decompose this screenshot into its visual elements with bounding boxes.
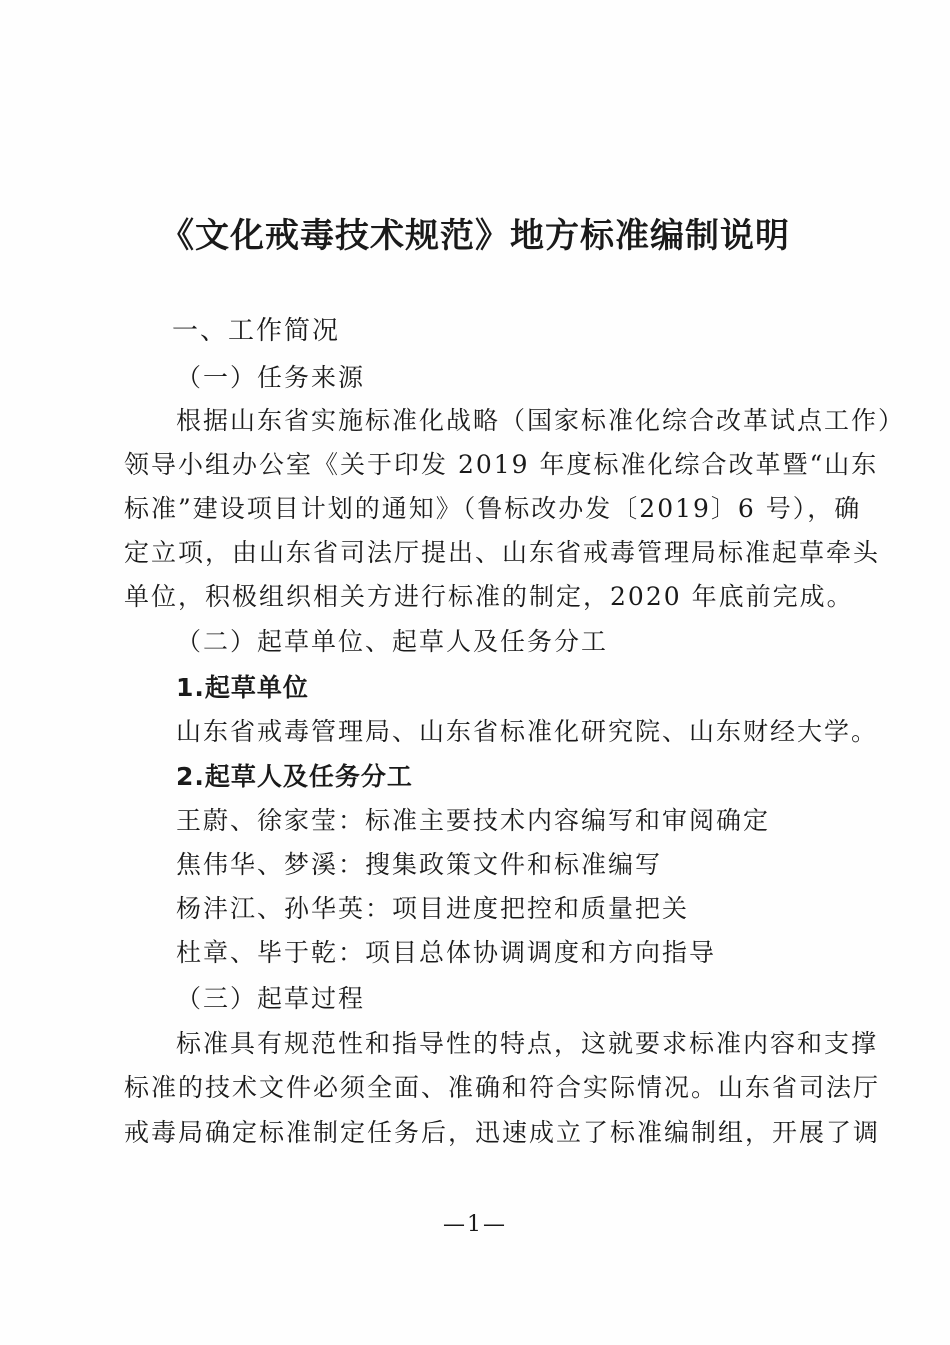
page-number: —1— xyxy=(443,1212,507,1237)
drafter-line-1: 王蔚、徐家莹：标准主要技术内容编写和审阅确定 xyxy=(176,806,771,835)
section-1-heading: 一、工作简况 xyxy=(172,316,341,346)
document-title: 《文化戒毒技术规范》地方标准编制说明 xyxy=(160,216,790,256)
task-source-paragraph-line-2: 领导小组办公室《关于印发 2019 年度标准化综合改革暨“山东 xyxy=(124,450,879,479)
drafting-process-line-2: 标准的技术文件必须全面、准确和符合实际情况。山东省司法厅 xyxy=(124,1073,881,1102)
drafter-line-2: 焦伟华、梦溪：搜集政策文件和标准编写 xyxy=(176,850,663,879)
task-source-paragraph-line-1: 根据山东省实施标准化战略（国家标准化综合改革试点工作） xyxy=(176,406,906,435)
task-source-paragraph-line-5: 单位，积极组织相关方进行标准的制定，2020 年底前完成。 xyxy=(124,582,854,611)
drafting-process-line-1: 标准具有规范性和指导性的特点，这就要求标准内容和支撑 xyxy=(176,1029,879,1058)
section-1-3-heading: （三）起草过程 xyxy=(176,984,366,1013)
drafting-unit-text: 山东省戒毒管理局、山东省标准化研究院、山东财经大学。 xyxy=(176,717,879,746)
drafting-unit-heading: 1.起草单位 xyxy=(176,673,309,702)
drafter-line-3: 杨沣江、孙华英：项目进度把控和质量把关 xyxy=(176,894,690,923)
drafters-heading: 2.起草人及任务分工 xyxy=(176,762,413,791)
task-source-paragraph-line-4: 定立项，由山东省司法厅提出、山东省戒毒管理局标准起草牵头 xyxy=(124,538,881,567)
drafting-process-line-3: 戒毒局确定标准制定任务后，迅速成立了标准编制组，开展了调 xyxy=(124,1118,881,1147)
section-1-1-heading: （一）任务来源 xyxy=(176,363,366,392)
section-1-2-heading: （二）起草单位、起草人及任务分工 xyxy=(176,627,609,656)
task-source-paragraph-line-3: 标准”建设项目计划的通知》（鲁标改办发〔2019〕6 号），确 xyxy=(124,494,862,523)
drafter-line-4: 杜章、毕于乾：项目总体协调调度和方向指导 xyxy=(176,938,717,967)
